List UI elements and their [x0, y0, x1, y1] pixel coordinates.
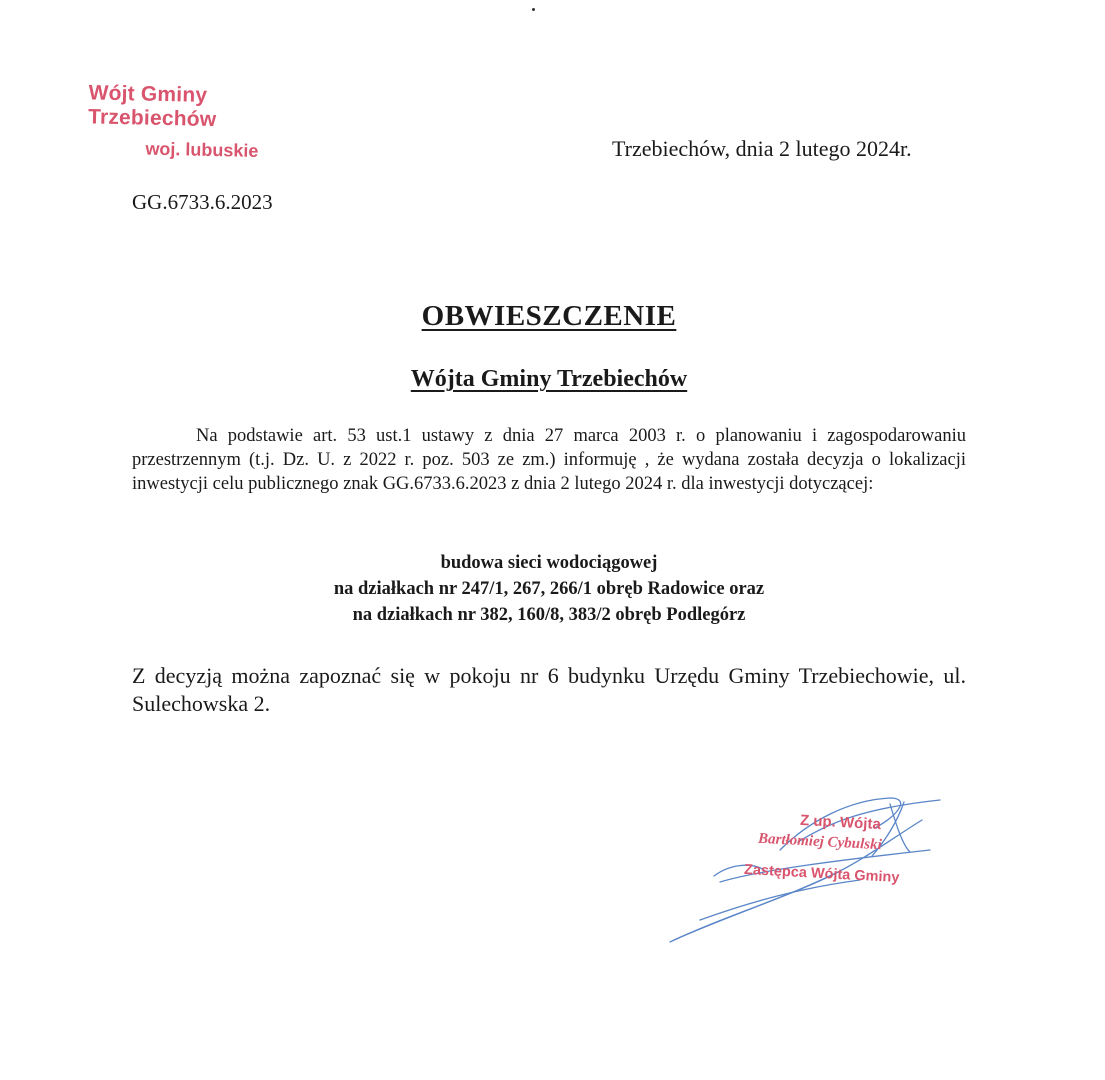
- signature-stamp-line3: Zastępca Wójta Gminy: [743, 861, 900, 887]
- info-paragraph: Z decyzją można zapoznać się w pokoju nr 6 budynku Urzędu Gminy Trzebiechowie, ul. Sulechowska 2.: [132, 663, 966, 716]
- body-paragraph: Na podstawie art. 53 ust.1 ustawy z dnia 27 marca 2003 r. o planowaniu i zagospodarowaniu przestrzennym (t.j. Dz. U. z 2022 r. poz. 503 ze zm.) informuję , że wydana została decyzja o lokalizacji inwestycji celu publicznego znak GG.6733.6.2023 z dnia 2 lutego 2024 r. dla inwestycji dotyczącej:: [132, 426, 966, 494]
- office-header-stamp: [87, 81, 339, 163]
- header-stamp-line2: woj. lubuskie: [145, 138, 259, 161]
- signature-area: [660, 790, 960, 950]
- header-stamp-line1: Wójt Gminy Trzebiechów: [87, 81, 217, 132]
- investment-description: [0, 550, 1098, 628]
- document-title: OBWIESZCZENIE: [421, 300, 677, 332]
- investment-line2: na działkach nr 247/1, 267, 266/1 obręb Radowice oraz: [333, 579, 765, 599]
- document-subtitle: Wójta Gminy Trzebiechów: [410, 366, 688, 392]
- date-line: Trzebiechów, dnia 2 lutego 2024r.: [612, 136, 912, 161]
- scan-speck: [532, 8, 535, 11]
- signature-stamp-line1: Z up. Wójta: [799, 811, 882, 834]
- signature-stamp-line2: Bartłomiej Cybulski: [757, 830, 883, 854]
- investment-line3: na działkach nr 382, 160/8, 383/2 obręb Podlegórz: [352, 605, 746, 625]
- case-number: GG.6733.6.2023: [132, 190, 273, 214]
- investment-line1: budowa sieci wodociągowej: [440, 553, 658, 573]
